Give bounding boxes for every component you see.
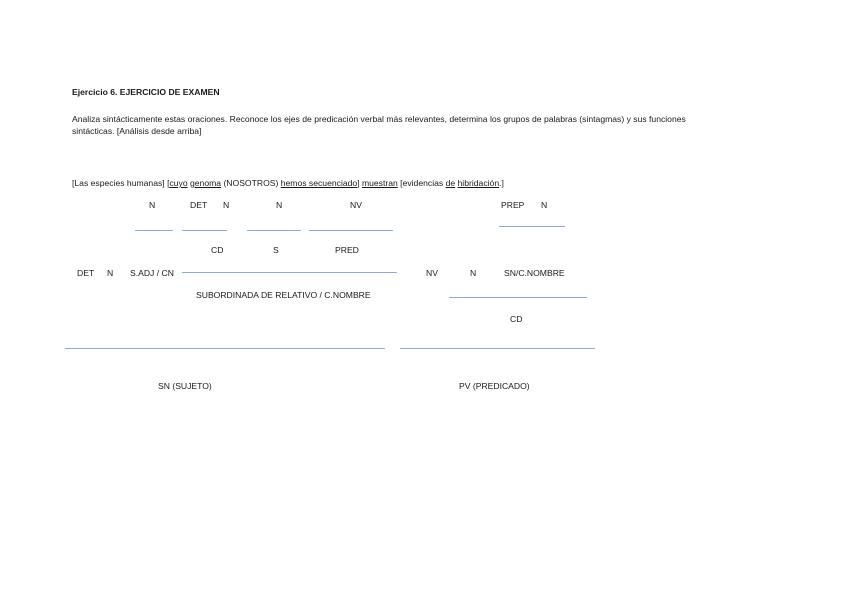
exercise-title: Ejercicio 6. EJERCICIO DE EXAMEN	[72, 87, 220, 97]
sentence-part-3: ]	[357, 178, 362, 188]
rule-sn-cnombre	[449, 297, 587, 298]
sentence-part-5: .]	[499, 178, 504, 188]
word-muestran: muestran	[361, 178, 398, 188]
instructions-line-1: Analiza sintácticamente estas oraciones. Reconoce los ejes de predicación verbal más relevantes, determina los grupos de palabras (sintagmas) y sus funciones	[72, 114, 686, 124]
rule-n-nosotros	[247, 230, 301, 231]
label-n-cuyo-genoma: N	[149, 200, 156, 210]
label-cd-rel: CD	[211, 245, 224, 255]
label-sn-sujeto: SN (SUJETO)	[158, 381, 212, 391]
word-de: de	[445, 178, 456, 188]
instructions-line-2: sintácticas. [Análisis desde arriba]	[72, 126, 202, 136]
sentence-part-2: (NOSOTROS)	[221, 178, 281, 188]
rule-n-cuyo-genoma	[135, 230, 173, 231]
rule-subordinada	[182, 272, 397, 273]
label-det-las: DET	[77, 268, 95, 278]
label-n-nosotros: N	[276, 200, 283, 210]
label-prep-de: PREP	[501, 200, 525, 210]
label-n-hibridacion: N	[541, 200, 548, 210]
word-hibridacion: hibridación	[457, 178, 500, 188]
label-nv-muestran: NV	[426, 268, 438, 278]
rule-det-n-genoma	[182, 230, 227, 231]
label-pv-predicado: PV (PREDICADO)	[459, 381, 530, 391]
word-genoma: genoma	[190, 178, 222, 188]
sentence-part-1: [Las especies humanas] [	[72, 178, 170, 188]
rule-predicado	[400, 348, 595, 349]
sentence-part-4: [evidencias	[397, 178, 446, 188]
label-n-genoma: N	[223, 200, 230, 210]
label-nv-hemos: NV	[350, 200, 362, 210]
word-cuyo: cuyo	[169, 178, 188, 188]
label-sn-cnombre: SN/C.NOMBRE	[504, 268, 565, 278]
rule-sujeto	[65, 348, 385, 349]
label-pred-rel: PRED	[335, 245, 359, 255]
label-subordinada: SUBORDINADA DE RELATIVO / C.NOMBRE	[196, 290, 371, 300]
word-hemos-secuenciado: hemos secuenciado	[280, 178, 358, 188]
label-det-cuyo: DET	[190, 200, 208, 210]
label-cd-main: CD	[510, 314, 523, 324]
label-s-rel: S	[273, 245, 279, 255]
sentence	[72, 178, 504, 189]
label-n-especies: N	[107, 268, 114, 278]
label-sadj-cn: S.ADJ / CN	[130, 268, 174, 278]
rule-nv-hemos	[309, 230, 393, 231]
label-n-evidencias: N	[470, 268, 477, 278]
rule-prep-n	[499, 226, 565, 227]
